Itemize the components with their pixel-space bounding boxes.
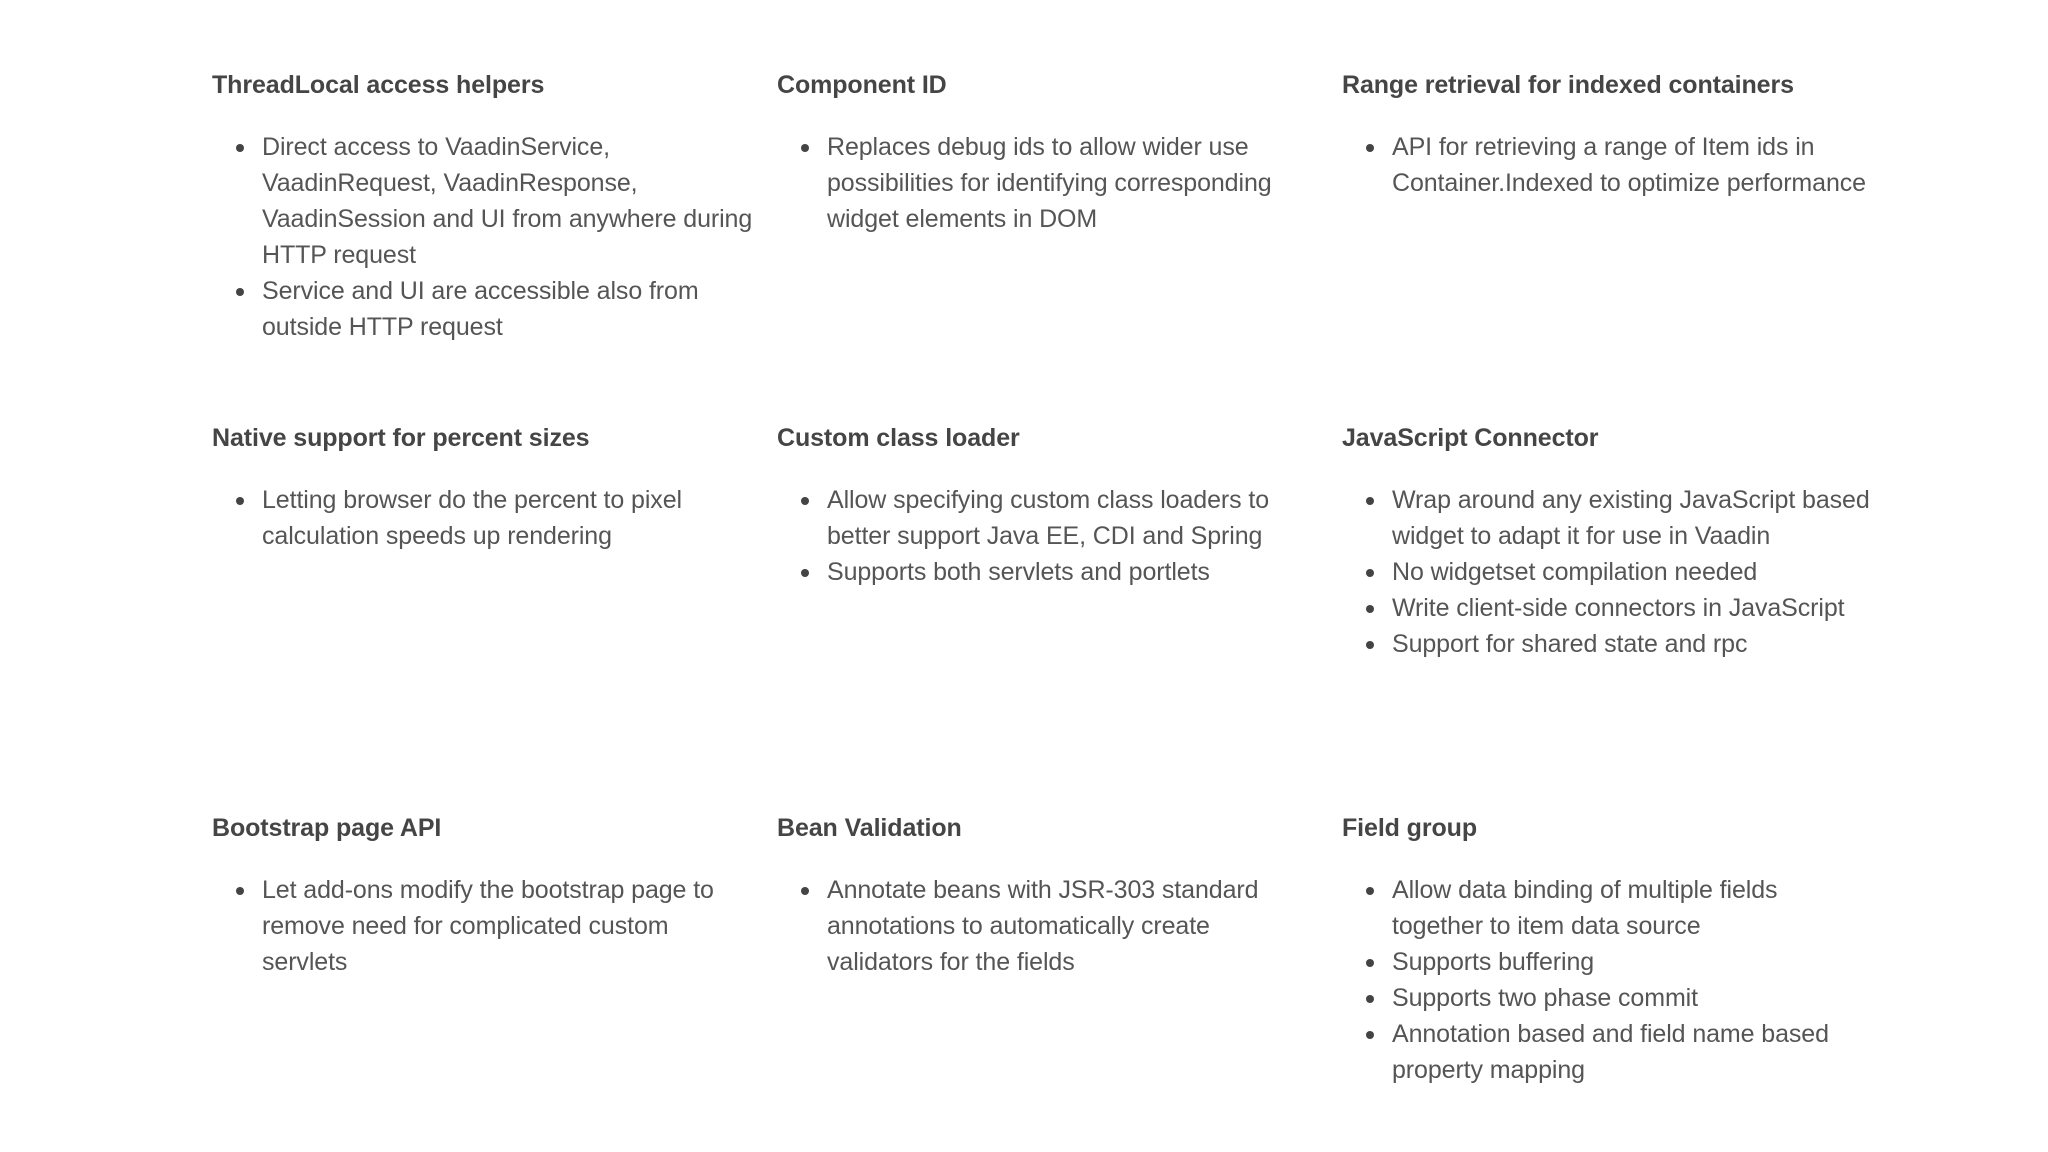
list-item: Service and UI are accessible also from outside HTTP request (262, 273, 757, 345)
feature-field-group (1342, 811, 1892, 1141)
feature-list (212, 482, 757, 554)
feature-title: Bootstrap page API (212, 814, 442, 842)
feature-list (777, 129, 1322, 237)
feature-bootstrap-page-api (212, 811, 777, 1141)
feature-title: JavaScript Connector (1342, 424, 1599, 452)
feature-list (1342, 872, 1872, 1088)
feature-title: Range retrieval for indexed containers (1342, 71, 1794, 99)
feature-list (777, 872, 1322, 980)
feature-title: Field group (1342, 814, 1477, 842)
feature-title: Component ID (777, 71, 947, 99)
feature-component-id (777, 68, 1342, 421)
list-item: Supports two phase commit (1392, 980, 1872, 1016)
feature-title: Native support for percent sizes (212, 424, 590, 452)
list-item: Let add-ons modify the bootstrap page to remove need for complicated custom servlets (262, 872, 757, 980)
feature-list (1342, 129, 1872, 201)
feature-javascript-connector (1342, 421, 1892, 811)
feature-list (212, 872, 757, 980)
list-item: Supports buffering (1392, 944, 1872, 980)
feature-range-retrieval (1342, 68, 1892, 421)
list-item: No widgetset compilation needed (1392, 554, 1872, 590)
list-item: Allow data binding of multiple fields together to item data source (1392, 872, 1872, 944)
list-item: Replaces debug ids to allow wider use possibilities for identifying corresponding widget elements in DOM (827, 129, 1322, 237)
feature-title: ThreadLocal access helpers (212, 71, 545, 99)
feature-bean-validation (777, 811, 1342, 1141)
feature-native-percent-sizes (212, 421, 777, 811)
feature-list (212, 129, 757, 345)
feature-threadlocal-access-helpers (212, 68, 777, 421)
feature-title: Custom class loader (777, 424, 1020, 452)
list-item: Letting browser do the percent to pixel calculation speeds up rendering (262, 482, 757, 554)
list-item: Annotate beans with JSR-303 standard annotations to automatically create validators for the fields (827, 872, 1322, 980)
list-item: Wrap around any existing JavaScript based widget to adapt it for use in Vaadin (1392, 482, 1872, 554)
list-item: Annotation based and field name based property mapping (1392, 1016, 1872, 1088)
feature-list (777, 482, 1322, 590)
list-item: Allow specifying custom class loaders to better support Java EE, CDI and Spring (827, 482, 1322, 554)
feature-custom-class-loader (777, 421, 1342, 811)
feature-title: Bean Validation (777, 814, 962, 842)
list-item: API for retrieving a range of Item ids in Container.Indexed to optimize performance (1392, 129, 1872, 201)
list-item: Write client-side connectors in JavaScript (1392, 590, 1872, 626)
feature-grid (212, 68, 1892, 1141)
list-item: Direct access to VaadinService, VaadinRequest, VaadinResponse, VaadinSession and UI from anywhere during HTTP request (262, 129, 757, 273)
feature-list (1342, 482, 1872, 662)
list-item: Supports both servlets and portlets (827, 554, 1322, 590)
list-item: Support for shared state and rpc (1392, 626, 1872, 662)
